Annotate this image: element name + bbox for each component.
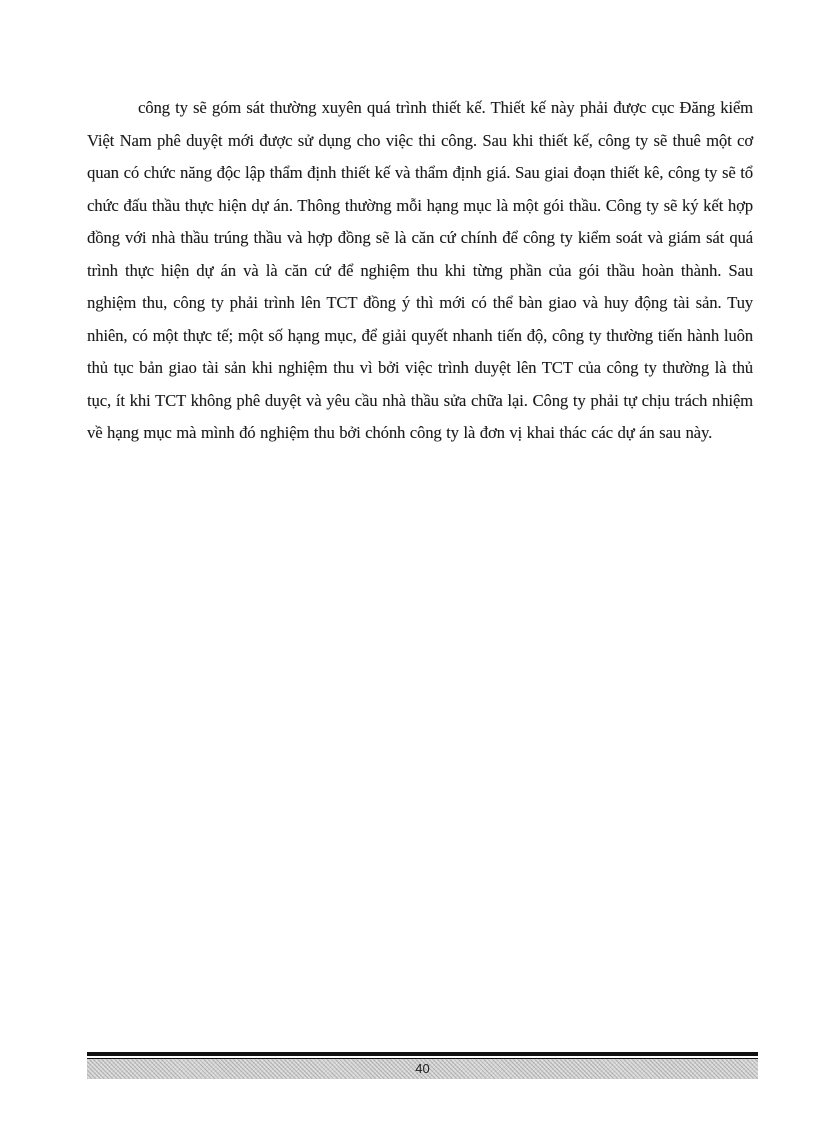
footer-band xyxy=(87,1059,758,1079)
page-number: 40 xyxy=(415,1061,430,1076)
body-paragraph: công ty sẽ góm sát thường xuyên quá trình thiết kế. Thiết kế này phải được cục Đăng kiểm Việt Nam phê duyệt mới được sử dụng cho việc thi công. Sau khi thiết kế, công ty sẽ thuê một cơ quan có chức năng độc lập thẩm định thiết kế và thẩm định giá. Sau giai đoạn thiết kê, công ty sẽ tổ chức đấu thầu thực hiện dự án. Thông thường mỗi hạng mục là một gói thầu. Công ty sẽ ký kết hợp đồng với nhà thầu trúng thầu và hợp đồng sẽ là căn cứ chính để công ty kiểm soát và giám sát quá trình thực hiện dự án và là căn cứ để nghiệm thu khi từng phần của gói thầu hoàn thành. Sau nghiệm thu, công ty phải trình lên TCT đồng ý thì mới có thể bàn giao và huy động tài sản. Tuy nhiên, có một thực tế; một số hạng mục, để giải quyết nhanh tiến độ, công ty thường tiến hành luôn thủ tục bản giao tài sản khi nghiệm thu vì bởi việc trình duyệt lên TCT của công ty thường là thủ tục, ít khi TCT không phê duyệt và yêu cầu nhà thầu sửa chữa lại. Công ty phải tự chịu trách nhiệm về hạng mục mà mình đó nghiệm thu bởi chónh công ty là đơn vị khai thác các dự án sau này. xyxy=(87,98,753,442)
page-footer xyxy=(87,1052,758,1079)
